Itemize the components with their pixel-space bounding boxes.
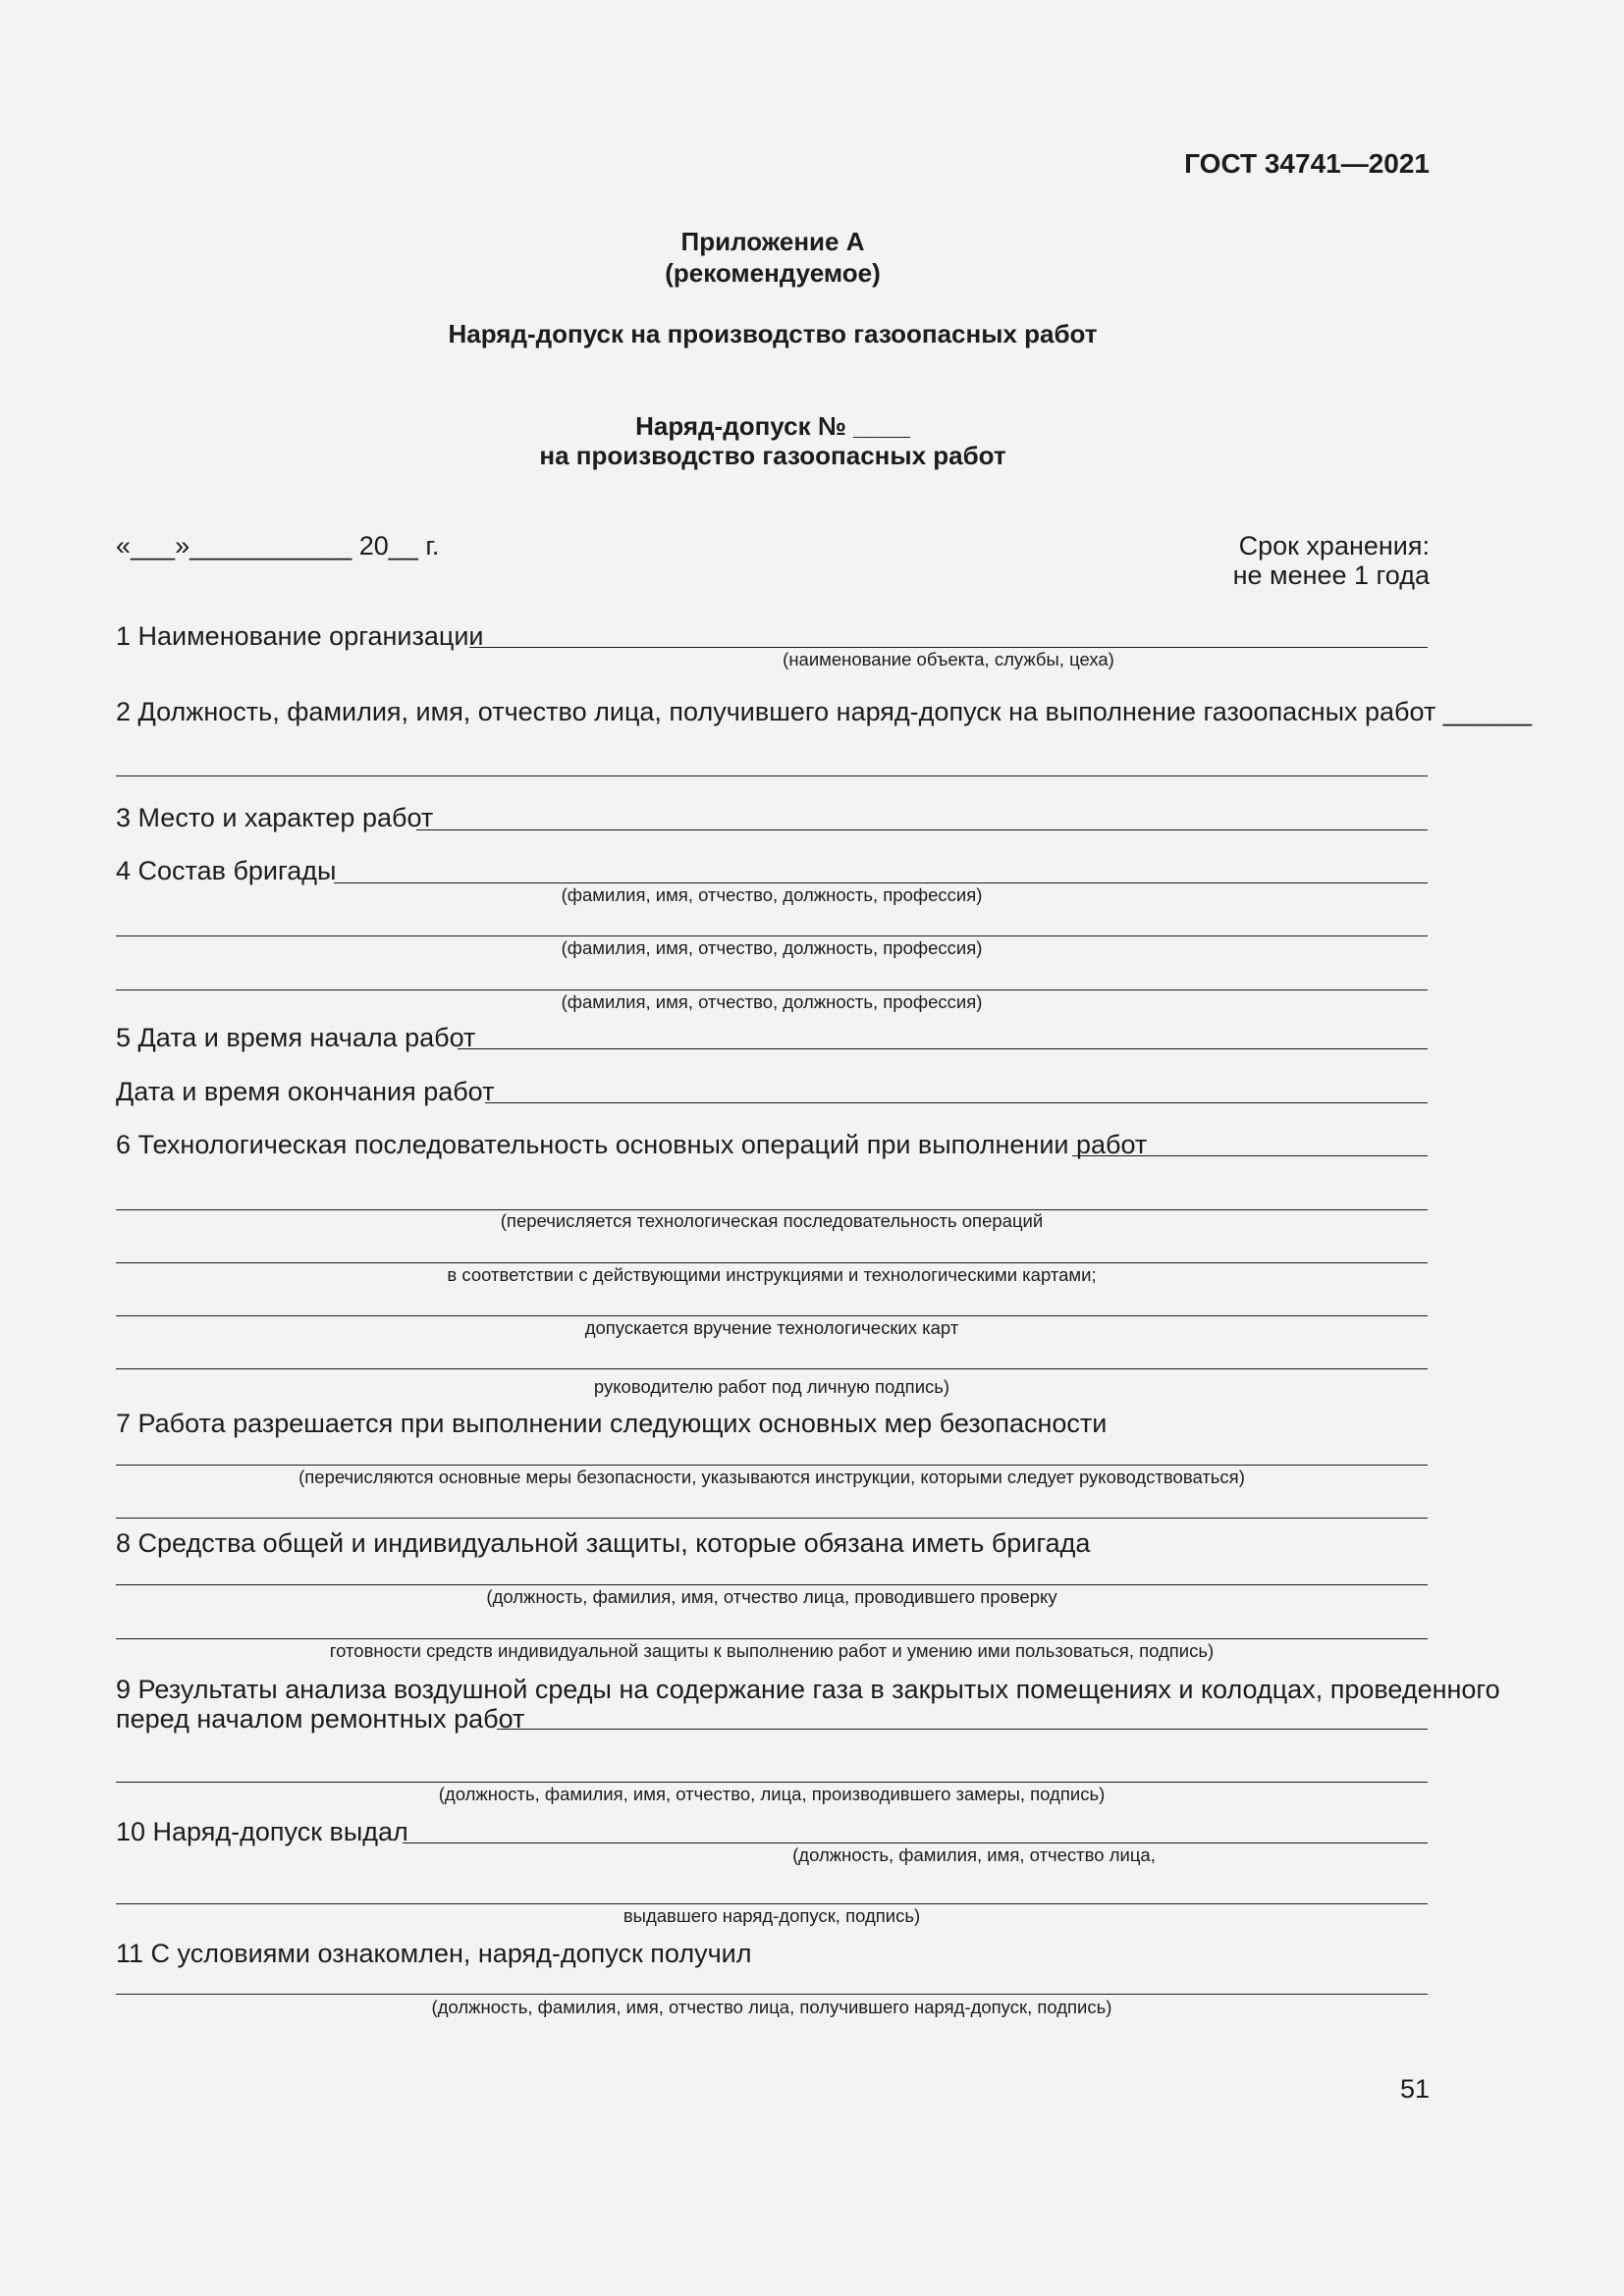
appendix-title: Приложение А bbox=[680, 227, 865, 256]
item8-fill-line-2 bbox=[116, 1638, 1428, 1639]
item9-fill-line-2 bbox=[116, 1782, 1428, 1783]
item8-fill-line-1 bbox=[116, 1584, 1428, 1585]
item4-caption-1: (фамилия, имя, отчество, должность, профессия) bbox=[561, 884, 983, 905]
form-title-line1: Наряд-допуск № ____ bbox=[635, 411, 910, 441]
item5-label: 5 Дата и время начала работ bbox=[116, 1023, 476, 1052]
standard-number: ГОСТ 34741—2021 bbox=[1184, 148, 1430, 179]
item3-fill-line bbox=[416, 829, 1428, 830]
item10-caption-2: выдавшего наряд-допуск, подпись) bbox=[623, 1905, 921, 1926]
item6-fill-line-3 bbox=[116, 1315, 1428, 1316]
item8-caption-1: (должность, фамилия, имя, отчество лица, проводившего проверку bbox=[486, 1586, 1057, 1607]
item9-fill-line-1 bbox=[497, 1729, 1428, 1730]
storage-term-line1: Срок хранения: bbox=[1238, 531, 1430, 561]
item9-caption: (должность, фамилия, имя, отчество, лица, производившего замеры, подпись) bbox=[438, 1784, 1106, 1804]
item10-caption-1: (должность, фамилия, имя, отчество лица, bbox=[792, 1844, 1156, 1865]
item7-label: 7 Работа разрешается при выполнении следующих основных мер безопасности bbox=[116, 1409, 1108, 1438]
page-number: 51 bbox=[1399, 2074, 1430, 2104]
item11-label: 11 С условиями ознакомлен, наряд-допуск получил bbox=[116, 1939, 752, 1968]
item6-fill-line-4 bbox=[116, 1368, 1428, 1369]
item4-fill-line-1 bbox=[334, 882, 1428, 883]
item10-fill-line-2 bbox=[116, 1903, 1428, 1904]
item6-fill-line-2 bbox=[116, 1262, 1428, 1263]
item6-caption-2: в соответствии с действующими инструкциями и технологическими картами; bbox=[447, 1264, 1097, 1285]
item5b-fill-line bbox=[485, 1102, 1428, 1103]
item4-fill-line-2 bbox=[116, 935, 1428, 936]
item10-fill-line-1 bbox=[403, 1842, 1428, 1843]
item3-label: 3 Место и характер работ bbox=[116, 803, 434, 832]
item1-fill-line bbox=[469, 647, 1428, 648]
item4-label: 4 Состав бригады bbox=[116, 856, 337, 885]
item6-caption-4: руководителю работ под личную подпись) bbox=[593, 1376, 950, 1397]
item5b-label: Дата и время окончания работ bbox=[116, 1077, 495, 1106]
item10-label: 10 Наряд-допуск выдал bbox=[116, 1817, 408, 1846]
item9-label-line2: перед началом ремонтных работ bbox=[116, 1704, 525, 1734]
form-title-line2: на производство газоопасных работ bbox=[539, 441, 1006, 470]
item6-fill-line-0 bbox=[1072, 1155, 1428, 1156]
item1-label: 1 Наименование организации bbox=[116, 621, 484, 651]
item8-caption-2: готовности средств индивидуальной защиты к выполнению работ и умению ими пользоваться, подпись) bbox=[329, 1640, 1215, 1661]
item7-caption: (перечисляются основные меры безопасности, указываются инструкции, которыми следует руководствоваться) bbox=[298, 1467, 1245, 1487]
item6-label: 6 Технологическая последовательность основных операций при выполнении работ bbox=[116, 1130, 1148, 1159]
item2-fill-line bbox=[116, 775, 1428, 776]
item6-caption-1: (перечисляется технологическая последовательность операций bbox=[500, 1210, 1044, 1231]
item1-caption: (наименование объекта, службы, цеха) bbox=[783, 649, 1114, 669]
item5-fill-line bbox=[458, 1048, 1428, 1049]
item4-caption-2: (фамилия, имя, отчество, должность, профессия) bbox=[561, 937, 983, 958]
item4-fill-line-3 bbox=[116, 989, 1428, 990]
item4-caption-3: (фамилия, имя, отчество, должность, профессия) bbox=[561, 991, 983, 1012]
item11-fill-line bbox=[116, 1994, 1428, 1995]
item7-fill-line-1 bbox=[116, 1465, 1428, 1466]
item9-label-line1: 9 Результаты анализа воздушной среды на содержание газа в закрытых помещениях и колодцах, проведенного bbox=[116, 1675, 1500, 1704]
appendix-subtitle: (рекомендуемое) bbox=[665, 258, 881, 288]
form-date-field: «___»___________ 20__ г. bbox=[116, 531, 440, 561]
item6-caption-3: допускается вручение технологических карт bbox=[584, 1317, 959, 1338]
appendix-heading: Наряд-допуск на производство газоопасных работ bbox=[448, 319, 1098, 348]
item7-fill-line-2 bbox=[116, 1518, 1428, 1519]
item2-label: 2 Должность, фамилия, имя, отчество лица, получившего наряд-допуск на выполнение газоопасных работ ______ bbox=[116, 697, 1532, 726]
storage-term-line2: не менее 1 года bbox=[1232, 561, 1430, 590]
item11-caption: (должность, фамилия, имя, отчество лица, получившего наряд-допуск, подпись) bbox=[431, 1997, 1112, 2017]
item8-label: 8 Средства общей и индивидуальной защиты, которые обязана иметь бригада bbox=[116, 1528, 1091, 1558]
